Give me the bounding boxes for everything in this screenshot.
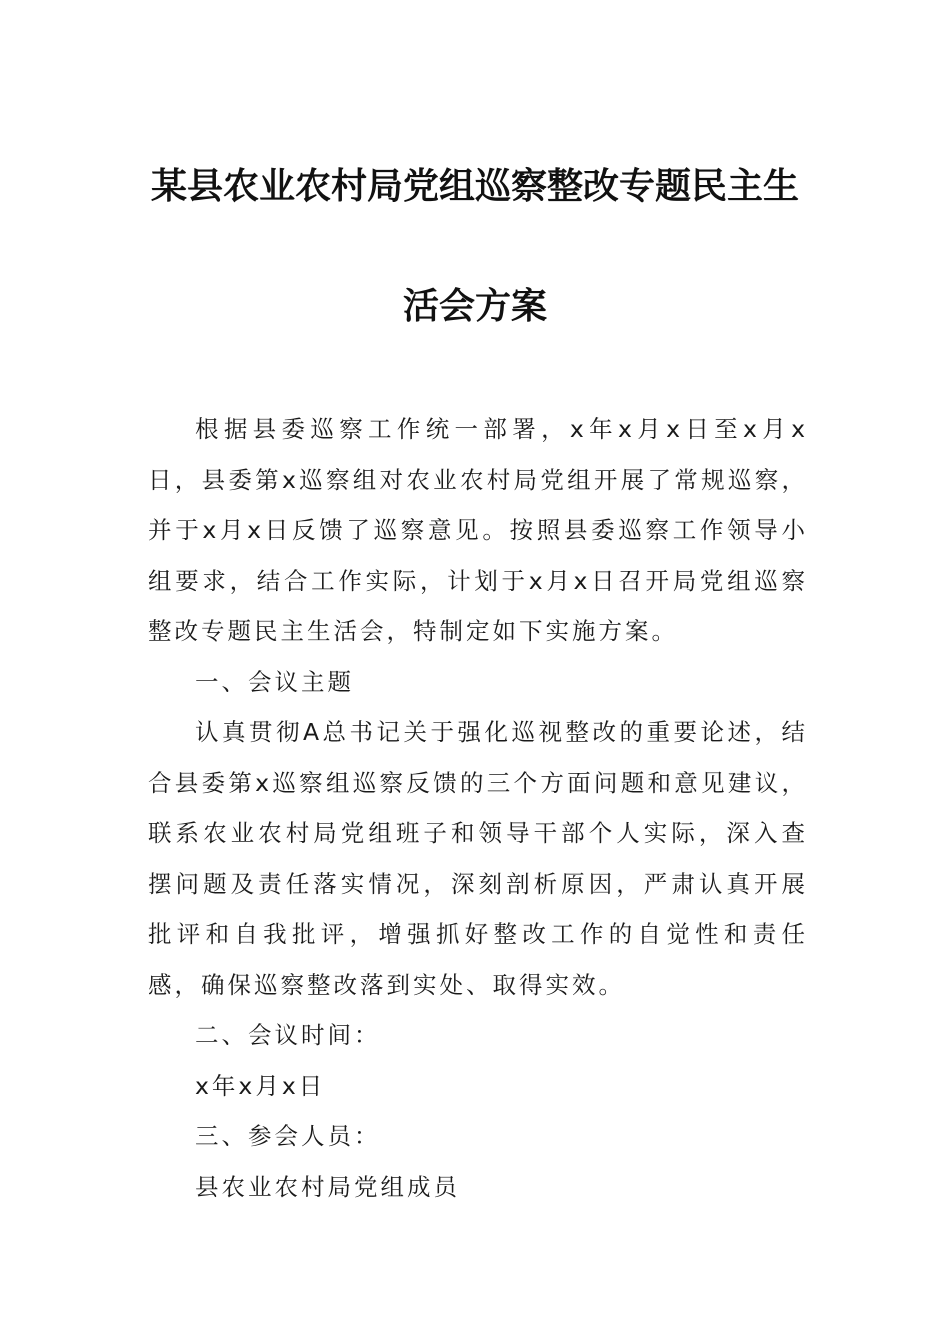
- meeting-date: x年x月x日: [195, 1071, 326, 1100]
- document-body: [148, 404, 808, 1212]
- attendees: 县农业农村局党组成员: [195, 1172, 460, 1201]
- section-1-paragraph: 认真贯彻A总书记关于强化巡视整改的重要论述，结合县委第x巡察组巡察反馈的三个方面问题和意见建议，联系农业农村局党组班子和领导干部个人实际，深入查摆问题及责任落实情况，深刻剖析原因，严肃认真开展批评和自我批评，增强抓好整改工作的自觉性和责任感，确保巡察整改落到实处、取得实效。: [148, 718, 808, 999]
- document-title-line-1: 某县农业农村局党组巡察整改专题民主生: [150, 165, 799, 207]
- intro-paragraph: 根据县委巡察工作统一部署，x年x月x日至x月x日，县委第x巡察组对农业农村局党组开展了常规巡察，并于x月x日反馈了巡察意见。按照县委巡察工作领导小组要求，结合工作实际，计划于x月x日召开局党组巡察整改专题民主生活会，特制定如下实施方案。: [148, 415, 808, 645]
- section-1-heading: 一、会议主题: [195, 667, 354, 696]
- section-2-heading: 二、会议时间：: [195, 1021, 381, 1049]
- document-title-line-2: 活会方案: [402, 285, 547, 327]
- section-3-heading: 三、参会人员：: [195, 1122, 381, 1150]
